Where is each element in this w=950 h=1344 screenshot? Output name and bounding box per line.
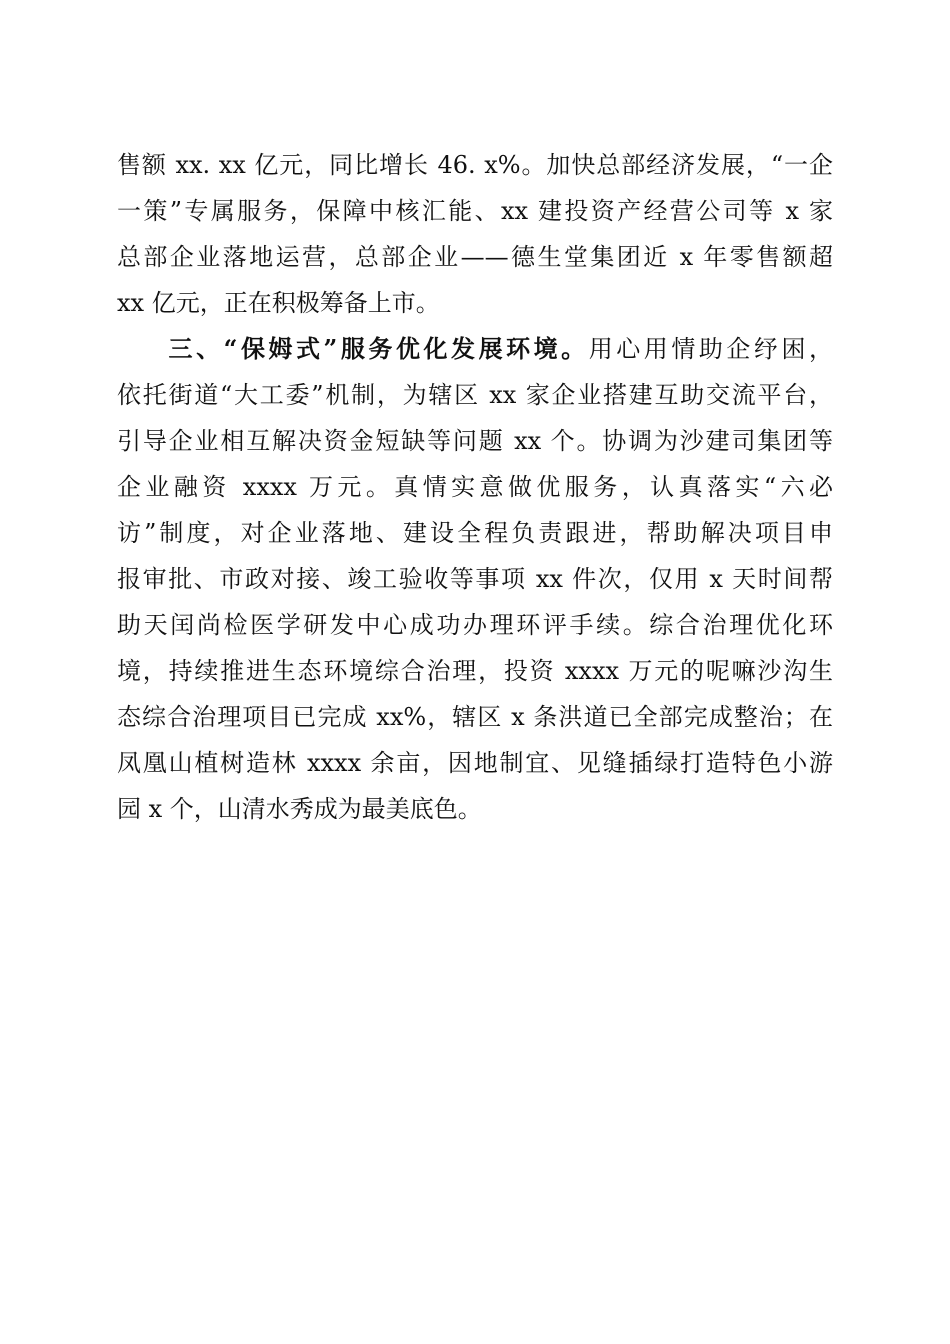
paragraph-line: 售额 xx. xx 亿元，同比增长 46. x%。加快总部经济发展，“一企	[117, 151, 833, 179]
document-body	[117, 142, 833, 832]
paragraph-line: 一策”专属服务，保障中核汇能、xx 建投资产经营公司等 x 家	[117, 197, 833, 225]
paragraph-line: 总部企业落地运营，总部企业——德生堂集团近 x 年零售额超	[117, 243, 833, 271]
paragraph-line: xx 亿元，正在积极筹备上市。	[117, 289, 440, 317]
paragraph-first-line	[117, 326, 833, 372]
paragraph-line: 报审批、市政对接、竣工验收等事项 xx 件次，仅用 x 天时间帮	[117, 565, 833, 593]
paragraph-line: 访”制度，对企业落地、建设全程负责跟进，帮助解决项目申	[117, 519, 833, 547]
paragraph-line: 企业融资 xxxx 万元。真情实意做优服务，认真落实“六必	[117, 473, 833, 501]
paragraph-line: 境，持续推进生态环境综合治理，投资 xxxx 万元的呢嘛沙沟生	[117, 657, 833, 685]
paragraph-1	[117, 142, 833, 326]
paragraph-line: 依托街道“大工委”机制，为辖区 xx 家企业搭建互助交流平台，	[117, 381, 833, 409]
paragraph-line: 引导企业相互解决资金短缺等问题 xx 个。协调为沙建司集团等	[117, 427, 833, 455]
heading-line-rest: 用心用情助企纾困，	[588, 335, 834, 363]
paragraph-2	[117, 326, 833, 832]
paragraph-line: 态综合治理项目已完成 xx%，辖区 x 条洪道已全部完成整治；在	[117, 703, 833, 731]
paragraph-line: 助天闰尚检医学研发中心成功办理环评手续。综合治理优化环	[117, 611, 833, 639]
paragraph-line: 凤凰山植树造林 xxxx 余亩，因地制宜、见缝插绿打造特色小游	[117, 749, 833, 777]
paragraph-line: 园 x 个，山清水秀成为最美底色。	[117, 795, 482, 823]
section-heading: 三、“保姆式”服务优化发展环境。	[165, 334, 589, 363]
